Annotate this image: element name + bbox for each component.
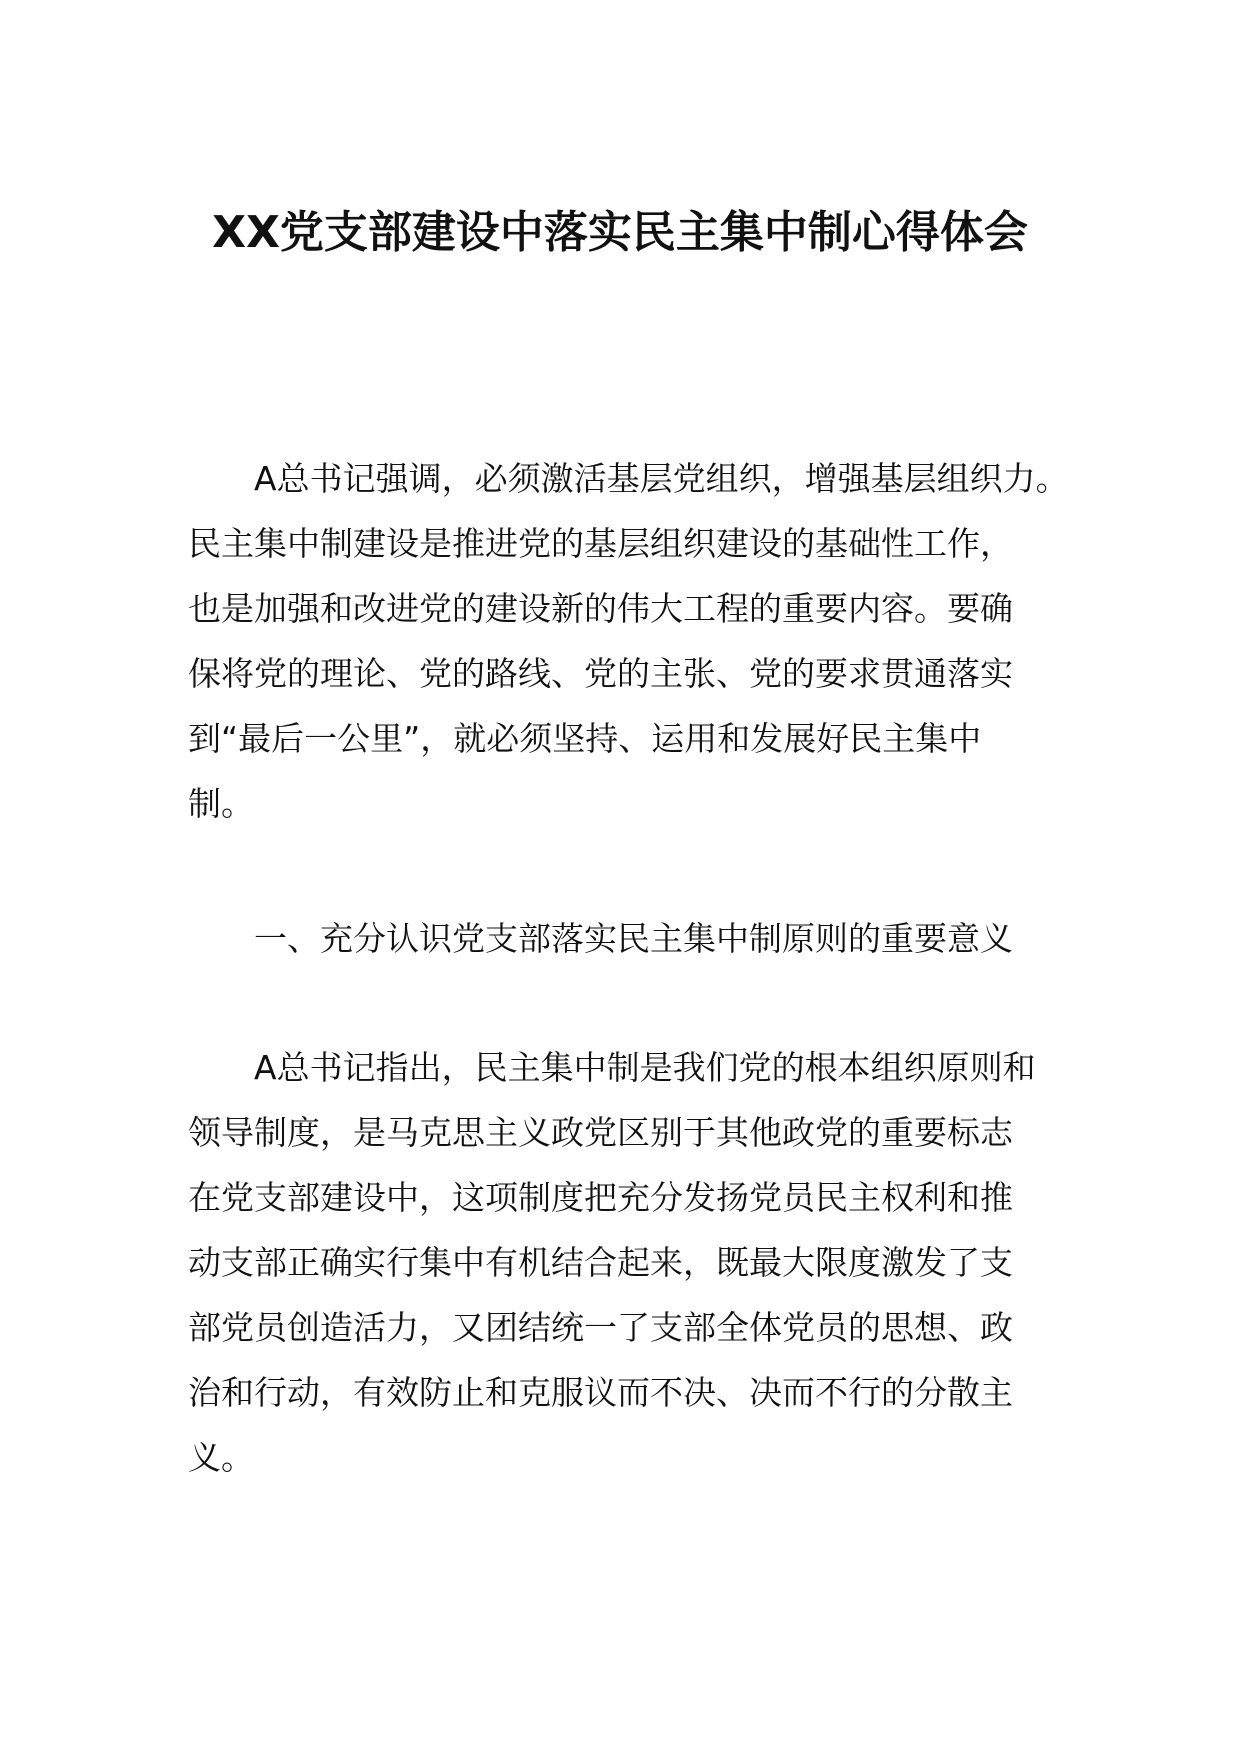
paragraph-line: 部党员创造活力，又团结统一了支部全体党员的思想、政 bbox=[188, 1308, 1013, 1347]
paragraph-line: 到“最后一公里”，就必须坚持、运用和发展好民主集中 bbox=[188, 719, 982, 758]
paragraph-line: 治和行动，有效防止和克服议而不决、决而不行的分散主 bbox=[188, 1373, 1013, 1412]
paragraph-line: A总书记强调，必须激活基层党组织，增强基层组织力。 bbox=[254, 459, 1069, 498]
document-title: XX党支部建设中落实民主集中制心得体会 bbox=[212, 207, 1028, 258]
section-heading-text: 一、充分认识党支部落实民主集中制原则的重要意义 bbox=[254, 919, 1013, 958]
paragraph-line: 领导制度，是马克思主义政党区别于其他政党的重要标志 bbox=[188, 1113, 1013, 1152]
paragraph-2 bbox=[188, 1035, 1068, 1490]
paragraph-line: 动支部正确实行集中有机结合起来，既最大限度激发了支 bbox=[188, 1243, 1013, 1282]
paragraph-line: A总书记指出，民主集中制是我们党的根本组织原则和 bbox=[254, 1048, 1036, 1087]
paragraph-line: 也是加强和改进党的建设新的伟大工程的重要内容。要确 bbox=[188, 589, 1013, 628]
paragraph-line: 在党支部建设中，这项制度把充分发扬党员民主权利和推 bbox=[188, 1178, 1013, 1217]
paragraph-line: 民主集中制建设是推进党的基层组织建设的基础性工作， bbox=[188, 524, 1013, 563]
paragraph-line: 制。 bbox=[188, 784, 254, 823]
paragraph-line: 义。 bbox=[188, 1438, 254, 1477]
paragraph-line: 保将党的理论、党的路线、党的主张、党的要求贯通落实 bbox=[188, 654, 1013, 693]
paragraph-1 bbox=[188, 446, 1068, 836]
section-heading-1 bbox=[188, 906, 1068, 971]
